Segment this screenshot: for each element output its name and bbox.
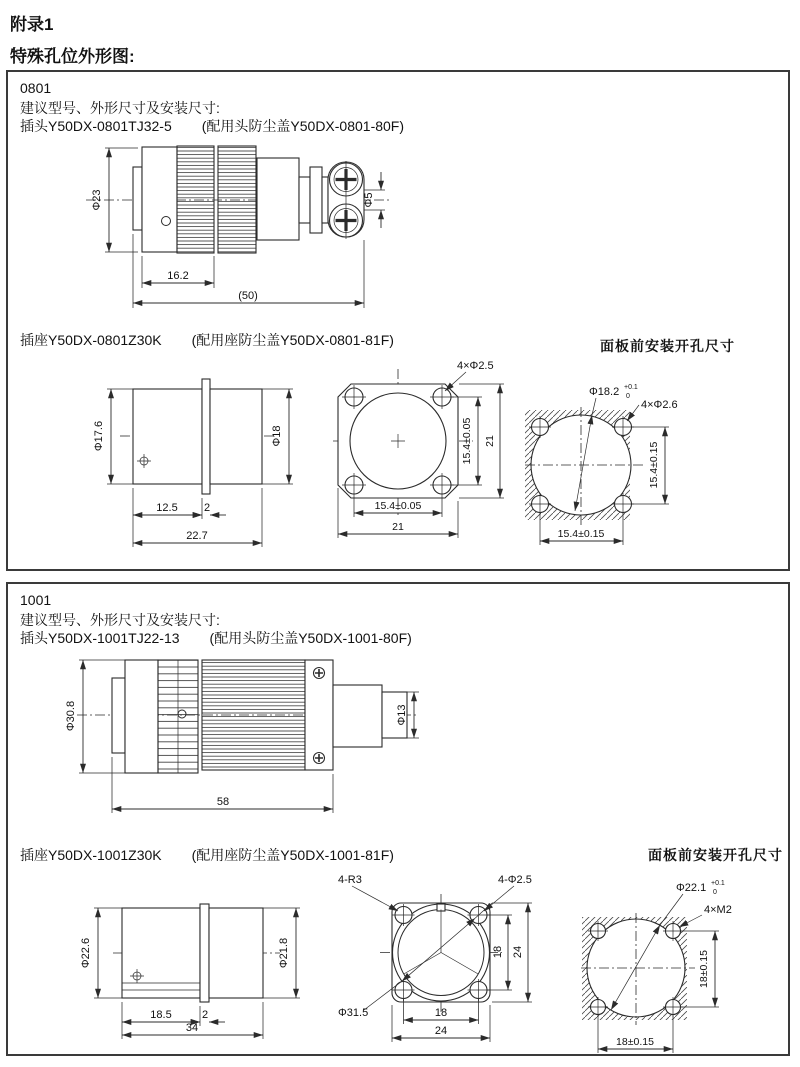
svg-text:2: 2 <box>203 502 211 514</box>
svg-text:Φ18: Φ18 <box>271 425 283 447</box>
svg-text:4-Φ2.5: 4-Φ2.5 <box>498 874 532 886</box>
plug-drawing-0801 <box>68 142 398 317</box>
svg-text:24: 24 <box>512 945 524 959</box>
panel-cutout-title: 面板前安装开孔尺寸 <box>600 338 735 354</box>
plug-drawing-1001 <box>63 650 433 820</box>
svg-text:18.5: 18.5 <box>150 1009 172 1021</box>
svg-text:21: 21 <box>484 435 496 447</box>
dim-dia-rear <box>263 908 300 998</box>
svg-text:+0.1: +0.1 <box>711 880 725 887</box>
svg-text:(50): (50) <box>238 290 258 302</box>
knurl-section <box>218 146 256 253</box>
plug-cover: (配用头防尘盖Y50DX-1001-80F) <box>209 630 412 646</box>
screw-terminals <box>328 161 364 239</box>
svg-text:Φ22.6: Φ22.6 <box>80 937 92 969</box>
label-holes <box>445 360 494 391</box>
plug-body <box>133 146 328 253</box>
svg-text:15.4±0.05: 15.4±0.05 <box>374 500 422 512</box>
svg-text:18: 18 <box>492 945 504 959</box>
svg-text:12.5: 12.5 <box>156 502 178 514</box>
socket-body <box>122 904 263 1002</box>
svg-text:Φ31.5: Φ31.5 <box>338 1007 369 1019</box>
svg-text:+0.1: +0.1 <box>624 384 638 391</box>
svg-text:34: 34 <box>185 1022 199 1034</box>
svg-text:18±0.15: 18±0.15 <box>698 950 710 988</box>
socket-drawing-1001 <box>68 882 328 1052</box>
dim-dia-rear <box>262 389 293 484</box>
advice-text: 建议型号、外形尺寸及安装尺寸: <box>20 100 220 116</box>
panel-cutout-title: 面板前安装开孔尺寸 <box>648 847 783 863</box>
plug-cover: (配用头防尘盖Y50DX-0801-80F) <box>201 118 405 134</box>
svg-text:22.7: 22.7 <box>186 530 208 542</box>
section-0801 <box>6 70 790 571</box>
svg-text:4×M2: 4×M2 <box>704 904 732 916</box>
svg-text:15.4±0.15: 15.4±0.15 <box>648 441 660 489</box>
dim-pitch-v <box>631 427 669 504</box>
socket-model: 插座Y50DX-1001Z30K <box>20 847 162 863</box>
svg-text:18±0.15: 18±0.15 <box>616 1036 654 1048</box>
flange-drawing-0801 <box>333 355 528 560</box>
svg-text:15.4±0.15: 15.4±0.15 <box>557 528 605 540</box>
flange-drawing-1001 <box>336 860 561 1055</box>
panel-drawing-1001 <box>573 867 793 1067</box>
ribbed-shell <box>202 660 305 770</box>
svg-text:Φ23: Φ23 <box>91 189 103 211</box>
svg-text:0: 0 <box>713 889 717 896</box>
socket-body <box>133 379 262 494</box>
section-code: 0801 <box>20 80 52 96</box>
dim-len-flange <box>184 1009 225 1022</box>
page-title: 附录1 <box>10 15 54 34</box>
panel-drawing-0801 <box>523 357 788 557</box>
svg-text:4×Φ2.5: 4×Φ2.5 <box>457 360 494 372</box>
svg-text:2: 2 <box>201 1009 209 1021</box>
page-subtitle: 特殊孔位外形图: <box>10 47 135 66</box>
socket-drawing-0801 <box>70 368 320 563</box>
plug-model-line <box>20 116 404 136</box>
svg-text:58: 58 <box>216 796 230 808</box>
plug-model: 插头Y50DX-0801TJ32-5 <box>20 118 172 134</box>
plug-body <box>112 660 407 773</box>
plug-model-line <box>20 628 412 648</box>
svg-text:4×Φ2.6: 4×Φ2.6 <box>641 399 678 411</box>
svg-text:Φ30.8: Φ30.8 <box>65 700 77 732</box>
svg-text:Φ17.6: Φ17.6 <box>93 420 105 452</box>
svg-text:24: 24 <box>434 1025 448 1037</box>
dim-dia-front <box>93 389 133 484</box>
svg-text:Φ18.2: Φ18.2 <box>589 386 620 398</box>
svg-text:Φ21.8: Φ21.8 <box>278 937 290 969</box>
socket-cover: (配用座防尘盖Y50DX-1001-81F) <box>191 847 394 863</box>
svg-text:16.2: 16.2 <box>167 270 189 282</box>
socket-cover: (配用座防尘盖Y50DX-0801-81F) <box>191 332 394 348</box>
socket-model: 插座Y50DX-0801Z30K <box>20 332 162 348</box>
svg-text:Φ5: Φ5 <box>363 192 375 208</box>
svg-text:15.4±0.05: 15.4±0.05 <box>461 417 473 465</box>
plug-model: 插头Y50DX-1001TJ22-13 <box>20 630 180 646</box>
svg-text:4-R3: 4-R3 <box>338 874 362 886</box>
socket-model-line <box>20 330 394 350</box>
svg-text:Φ22.1: Φ22.1 <box>676 882 707 894</box>
label-corner-radius <box>338 874 398 911</box>
knurl-section <box>177 146 214 253</box>
svg-text:Φ13: Φ13 <box>396 704 408 726</box>
dim-len-flange <box>186 502 226 515</box>
svg-text:18: 18 <box>434 1007 448 1019</box>
svg-text:0: 0 <box>626 393 630 400</box>
dim-pitch-h <box>598 1015 673 1053</box>
dim-len-front <box>142 256 214 288</box>
advice-text: 建议型号、外形尺寸及安装尺寸: <box>20 612 220 628</box>
svg-text:21: 21 <box>392 521 404 533</box>
dim-len-total <box>133 488 262 547</box>
dim-len-total <box>122 1002 263 1039</box>
section-code: 1001 <box>20 592 52 608</box>
label-holes <box>484 874 532 911</box>
label-holes <box>627 399 678 421</box>
section-1001 <box>6 582 790 1056</box>
